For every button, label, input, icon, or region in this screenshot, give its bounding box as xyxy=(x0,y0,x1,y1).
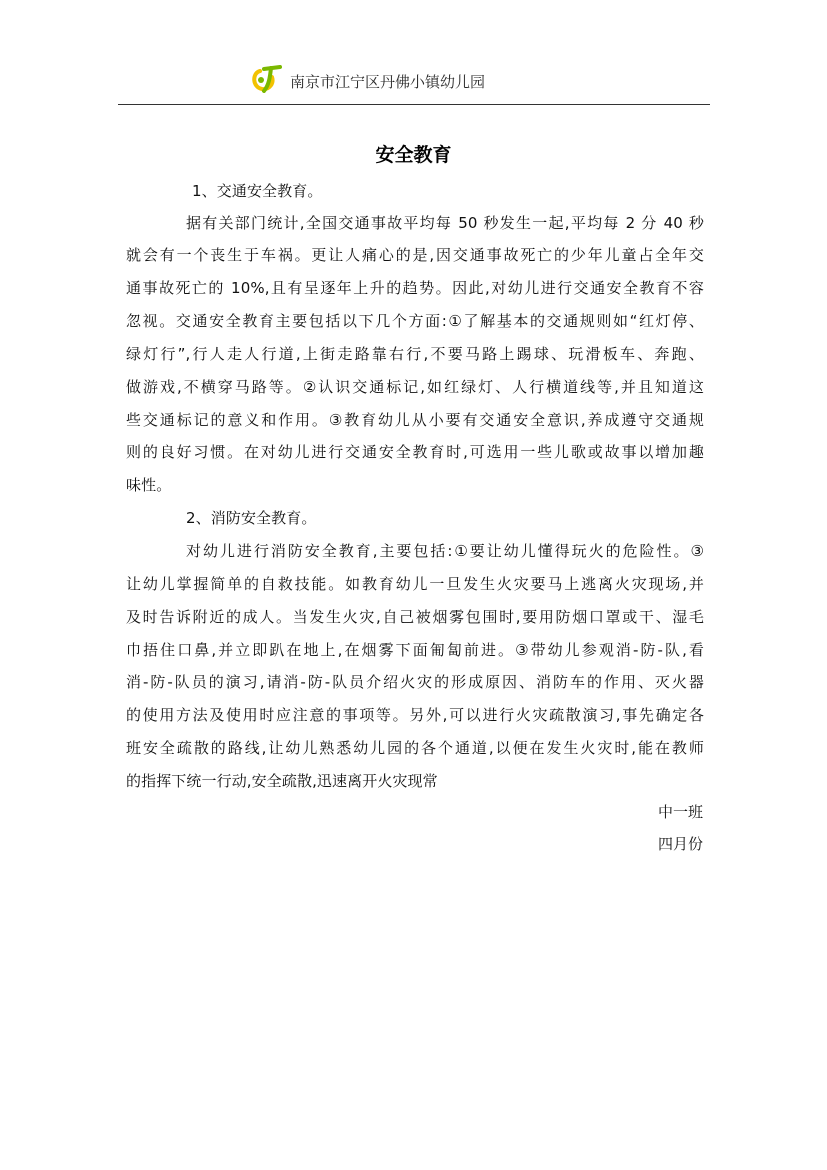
section2-line-7: 班安全疏散的路线,让幼儿熟悉幼儿园的各个通道,以便在发生火灾时,能在教师 xyxy=(126,739,704,757)
section1-line-9: 味性。 xyxy=(126,476,172,494)
signature-class: 中一班 xyxy=(657,803,703,821)
section1-line-7: 些交通标记的意义和作用。③教育幼儿从小要有交通安全意识,养成遵守交通规 xyxy=(126,411,704,429)
section2-line-4: 巾捂住口鼻,并立即趴在地上,在烟雾下面匍匐前进。③带幼儿参观消-防-队,看 xyxy=(126,641,704,659)
section2-line-2: 让幼儿掌握简单的自救技能。如教育幼儿一旦发生火灾要马上逃离火灾现场,并 xyxy=(126,575,704,593)
section2-line-1: 对幼儿进行消防安全教育,主要包括:①要让幼儿懂得玩火的危险性。③ xyxy=(186,542,704,560)
section1-line-3: 通事故死亡的 10%,且有呈逐年上升的趋势。因此,对幼儿进行交通安全教育不容 xyxy=(126,279,704,297)
section1-line-4: 忽视。交通安全教育主要包括以下几个方面:①了解基本的交通规则如“红灯停、 xyxy=(126,312,704,330)
school-name: 南京市江宁区丹佛小镇幼儿园 xyxy=(290,73,486,91)
section1-line-2: 就会有一个丧生于车祸。更让人痛心的是,因交通事故死亡的少年儿童占全年交 xyxy=(126,246,704,264)
section1-line-6: 做游戏,不横穿马路等。②认识交通标记,如红绿灯、人行横道线等,并且知道这 xyxy=(126,378,704,396)
signature-month: 四月份 xyxy=(657,835,703,853)
section1-line-1: 据有关部门统计,全国交通事故平均每 50 秒发生一起,平均每 2 分 40 秒 xyxy=(186,214,704,232)
section2-line-6: 的使用方法及使用时应注意的事项等。另外,可以进行火灾疏散演习,事先确定各 xyxy=(126,706,704,724)
section2-line-8: 的指挥下统一行动,安全疏散,迅速离开火灾现常 xyxy=(126,772,438,790)
section2-line-3: 及时告诉附近的成人。当发生火灾,自己被烟雾包围时,要用防烟口罩或干、湿毛 xyxy=(126,608,704,626)
section1-heading: 1、交通安全教育。 xyxy=(192,182,323,200)
section1-line-5: 绿灯行”,行人走人行道,上街走路靠右行,不要马路上踢球、玩滑板车、奔跑、 xyxy=(126,345,704,363)
section2-line-5: 消-防-队员的演习,请消-防-队员介绍火灾的形成原因、消防车的作用、灭火器 xyxy=(126,673,704,691)
page-header xyxy=(118,62,710,105)
document-title: 安全教育 xyxy=(375,144,452,166)
kindergarten-logo-icon xyxy=(250,65,286,93)
section1-line-8: 则的良好习惯。在对幼儿进行交通安全教育时,可选用一些儿歌或故事以增加趣 xyxy=(126,443,704,461)
section2-heading: 2、消防安全教育。 xyxy=(186,509,317,527)
